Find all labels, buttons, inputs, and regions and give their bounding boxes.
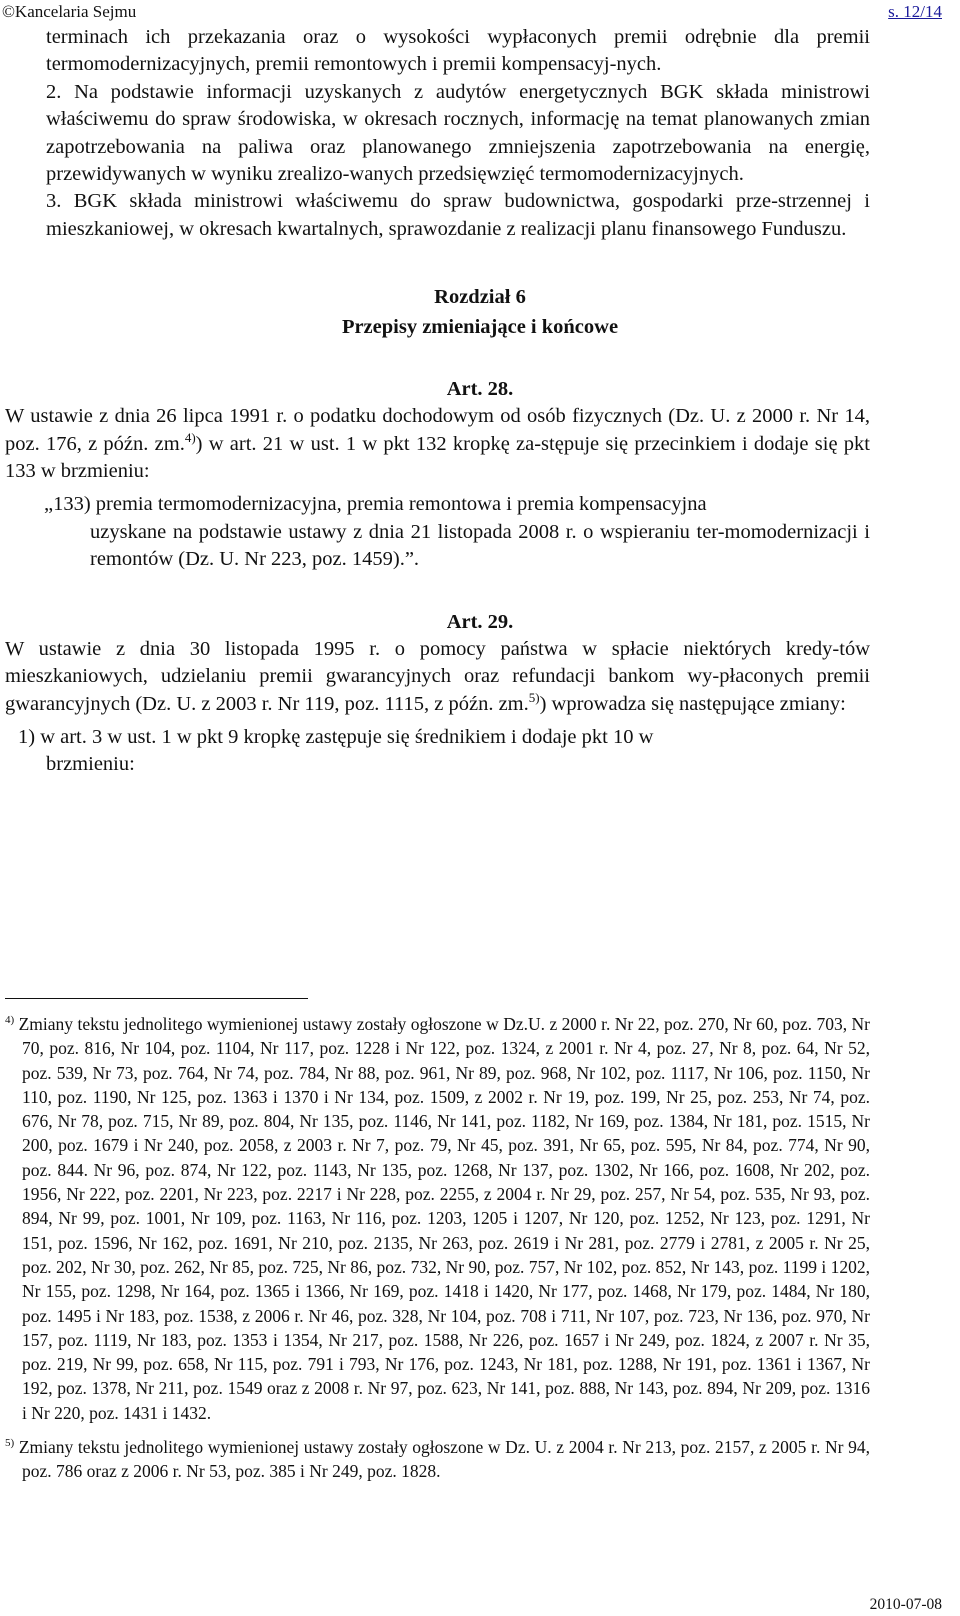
paragraph-3: 3. BGK składa ministrowi właściwemu do spraw budownictwa, gospodarki prze-strzennej i mieszkaniowej, w okresach kwartalnych, sprawozdanie z realizacji planu finansowego Funduszu. xyxy=(46,190,870,240)
paragraph-continuation: terminach ich przekazania oraz o wysokości wypłaconych premii odrębnie dla premii termomodernizacyjnych, premii remontowych i premii kompensacyj-nych. xyxy=(46,26,870,76)
article-29-title: Art. 29. xyxy=(446,610,514,633)
article-28-title: Art. 28. xyxy=(446,378,514,401)
copyright-notice: ©Kancelaria Sejmu xyxy=(2,2,137,21)
article-28-text: W ustawie z dnia 26 lipca 1991 r. o podatku dochodowym od osób fizycznych (Dz. U. z 2000 r. Nr 14, poz. 176, z późn. zm.$^{4)}$) w art. 21 w ust. 1 w pkt 132 kropkę za-stępuje się przecinkiem i dodaje się pkt 133 w brzmieniu: xyxy=(5,405,870,483)
paragraph-2: 2. Na podstawie informacji uzyskanych z audytów energetycznych BGK składa ministrowi właściwemu do spraw środowiska, w okresach rocznych, informację na temat planowanych zmian zapotrzebowania na paliwa oraz planowanego zmniejszenia zapotrzebowania na energię, przewidywanych w wyniku zrealizo-wanych przedsięwzięć termomodernizacyjnych. xyxy=(46,80,870,186)
page-header xyxy=(2,2,942,24)
article-29-text: W ustawie z dnia 30 listopada 1995 r. o pomocy państwa w spłacie niektórych kredy-tów mieszkaniowych, udzielaniu premii gwarancyjnych oraz refundacji bankom wy-płaconych premii gwarancyjnych (Dz. U. z 2003 r. Nr 119, poz. 1115, z późn. zm.$^{5)}$) wprowadza się następujące zmiany: xyxy=(5,637,870,715)
footnote-4: $^{4)}$ Zmiany tekstu jednolitego wymienionej ustawy zostały ogłoszone w Dz.U. z 2000 r. Nr 22, poz. 270, Nr 60, poz. 703, Nr 70, poz. 816, Nr 104, poz. 1104, Nr 117, poz. 1228 i Nr 122, poz. 1324, z 2001 r. Nr 4, poz. 27, Nr 8, poz. 64, Nr 52, poz. 539, Nr 73, poz. 764, Nr 74, poz. 784, Nr 88, poz. 961, Nr 89, poz. 968, Nr 102, poz. 1117, Nr 106, poz. 1150, Nr 110, poz. 1190, Nr 125, poz. 1363 i 1370 i Nr 134, poz. 1509, z 2002 r. Nr 19, poz. 199, Nr 25, poz. 253, Nr 74, poz. 676, Nr 78, poz. 715, Nr 89, poz. 804, Nr 135, poz. 1146, Nr 141, poz. 1182, Nr 169, poz. 1384, Nr 181, poz. 1515, Nr 200, poz. 1679 i Nr 240, poz. 2058, z 2003 r. Nr 7, poz. 79, Nr 45, poz. 391, Nr 65, poz. 595, Nr 84, poz. 774, Nr 90, poz. 844. Nr 96, poz. 874, Nr 122, poz. 1143, Nr 135, poz. 1268, Nr 137, poz. 1302, Nr 166, poz. 1608, Nr 202, poz. 1956, Nr 222, poz. 2201, Nr 223, poz. 2217 i Nr 228, poz. 2255, z 2004 r. Nr 29, poz. 257, Nr 54, poz. 535, Nr 93, poz. 894, Nr 99, poz. 1001, Nr 109, poz. 1163, Nr 116, poz. 1203, 1205 i 1207, Nr 120, poz. 1252, Nr 123, poz. 1291, Nr 151, poz. 1596, Nr 162, poz. 1691, Nr 210, poz. 2135, Nr 263, poz. 2619 i Nr 281, poz. 2779 i 2781, z 2005 r. Nr 25, poz. 202, Nr 30, poz. 262, Nr 85, poz. 725, Nr 86, poz. 732, Nr 90, poz. 757, Nr 102, poz. 852, Nr 143, poz. 1199 i 1202, Nr 155, poz. 1298, Nr 164, poz. 1365 i 1366, Nr 169, poz. 1418 i 1420, Nr 177, poz. 1468, Nr 179, poz. 1484, Nr 180, poz. 1495 i Nr 183, poz. 1538, z 2006 r. Nr 46, poz. 328, Nr 104, poz. 708 i 711, Nr 107, poz. 723, Nr 136, poz. 970, Nr 157, poz. 1119, Nr 183, poz. 1353 i 1354, Nr 217, poz. 1588, Nr 226, poz. 1657 i Nr 249, poz. 1824, z 2007 r. Nr 35, poz. 219, Nr 99, poz. 658, Nr 115, poz. 791 i 793, Nr 176, poz. 1243, Nr 181, poz. 1288, Nr 191, poz. 1361 i 1367, Nr 192, poz. 1378, Nr 211, poz. 1549 oraz z 2008 r. Nr 97, poz. 623, Nr 141, poz. 888, Nr 143, poz. 894, Nr 209, poz. 1316 i Nr 220, poz. 1431 i 1432. xyxy=(5,1014,870,1423)
article-28-quote: „133) premia termomodernizacyjna, premia remontowa i premia kompensacyjna uzyskane na podstawie ustawy z dnia 21 listopada 2008 r. o wspieraniu ter-momodernizacji i remontów (Dz. U. Nr 223, poz. 1459).”. xyxy=(44,493,870,571)
page-number-link[interactable] xyxy=(888,2,942,22)
footnote-ref-4[interactable]: 4) xyxy=(184,429,196,445)
page-number[interactable]: s. 12/14 xyxy=(888,2,942,21)
footnote-5: $^{5)}$ Zmiany tekstu jednolitego wymienionej ustawy zostały ogłoszone w Dz. U. z 2004 r. Nr 213, poz. 2157, z 2005 r. Nr 94, poz. 786 oraz z 2006 r. Nr 53, poz. 385 i Nr 249, poz. 1828. xyxy=(5,1437,870,1482)
document-body xyxy=(0,24,960,779)
footnotes xyxy=(5,1012,870,1484)
footnote-ref-5[interactable]: 5) xyxy=(528,689,540,705)
footnote-divider xyxy=(5,998,308,999)
page-footer-date: 2010-07-08 xyxy=(869,1596,942,1613)
chapter-title: Przepisy zmieniające i końcowe xyxy=(341,316,619,339)
chapter-number: Rozdział 6 xyxy=(434,286,526,309)
list-item-1: 1) w art. 3 w ust. 1 w pkt 9 kropkę zastępuje się średnikiem i dodaje pkt 10 w brzmieniu: xyxy=(18,725,654,776)
